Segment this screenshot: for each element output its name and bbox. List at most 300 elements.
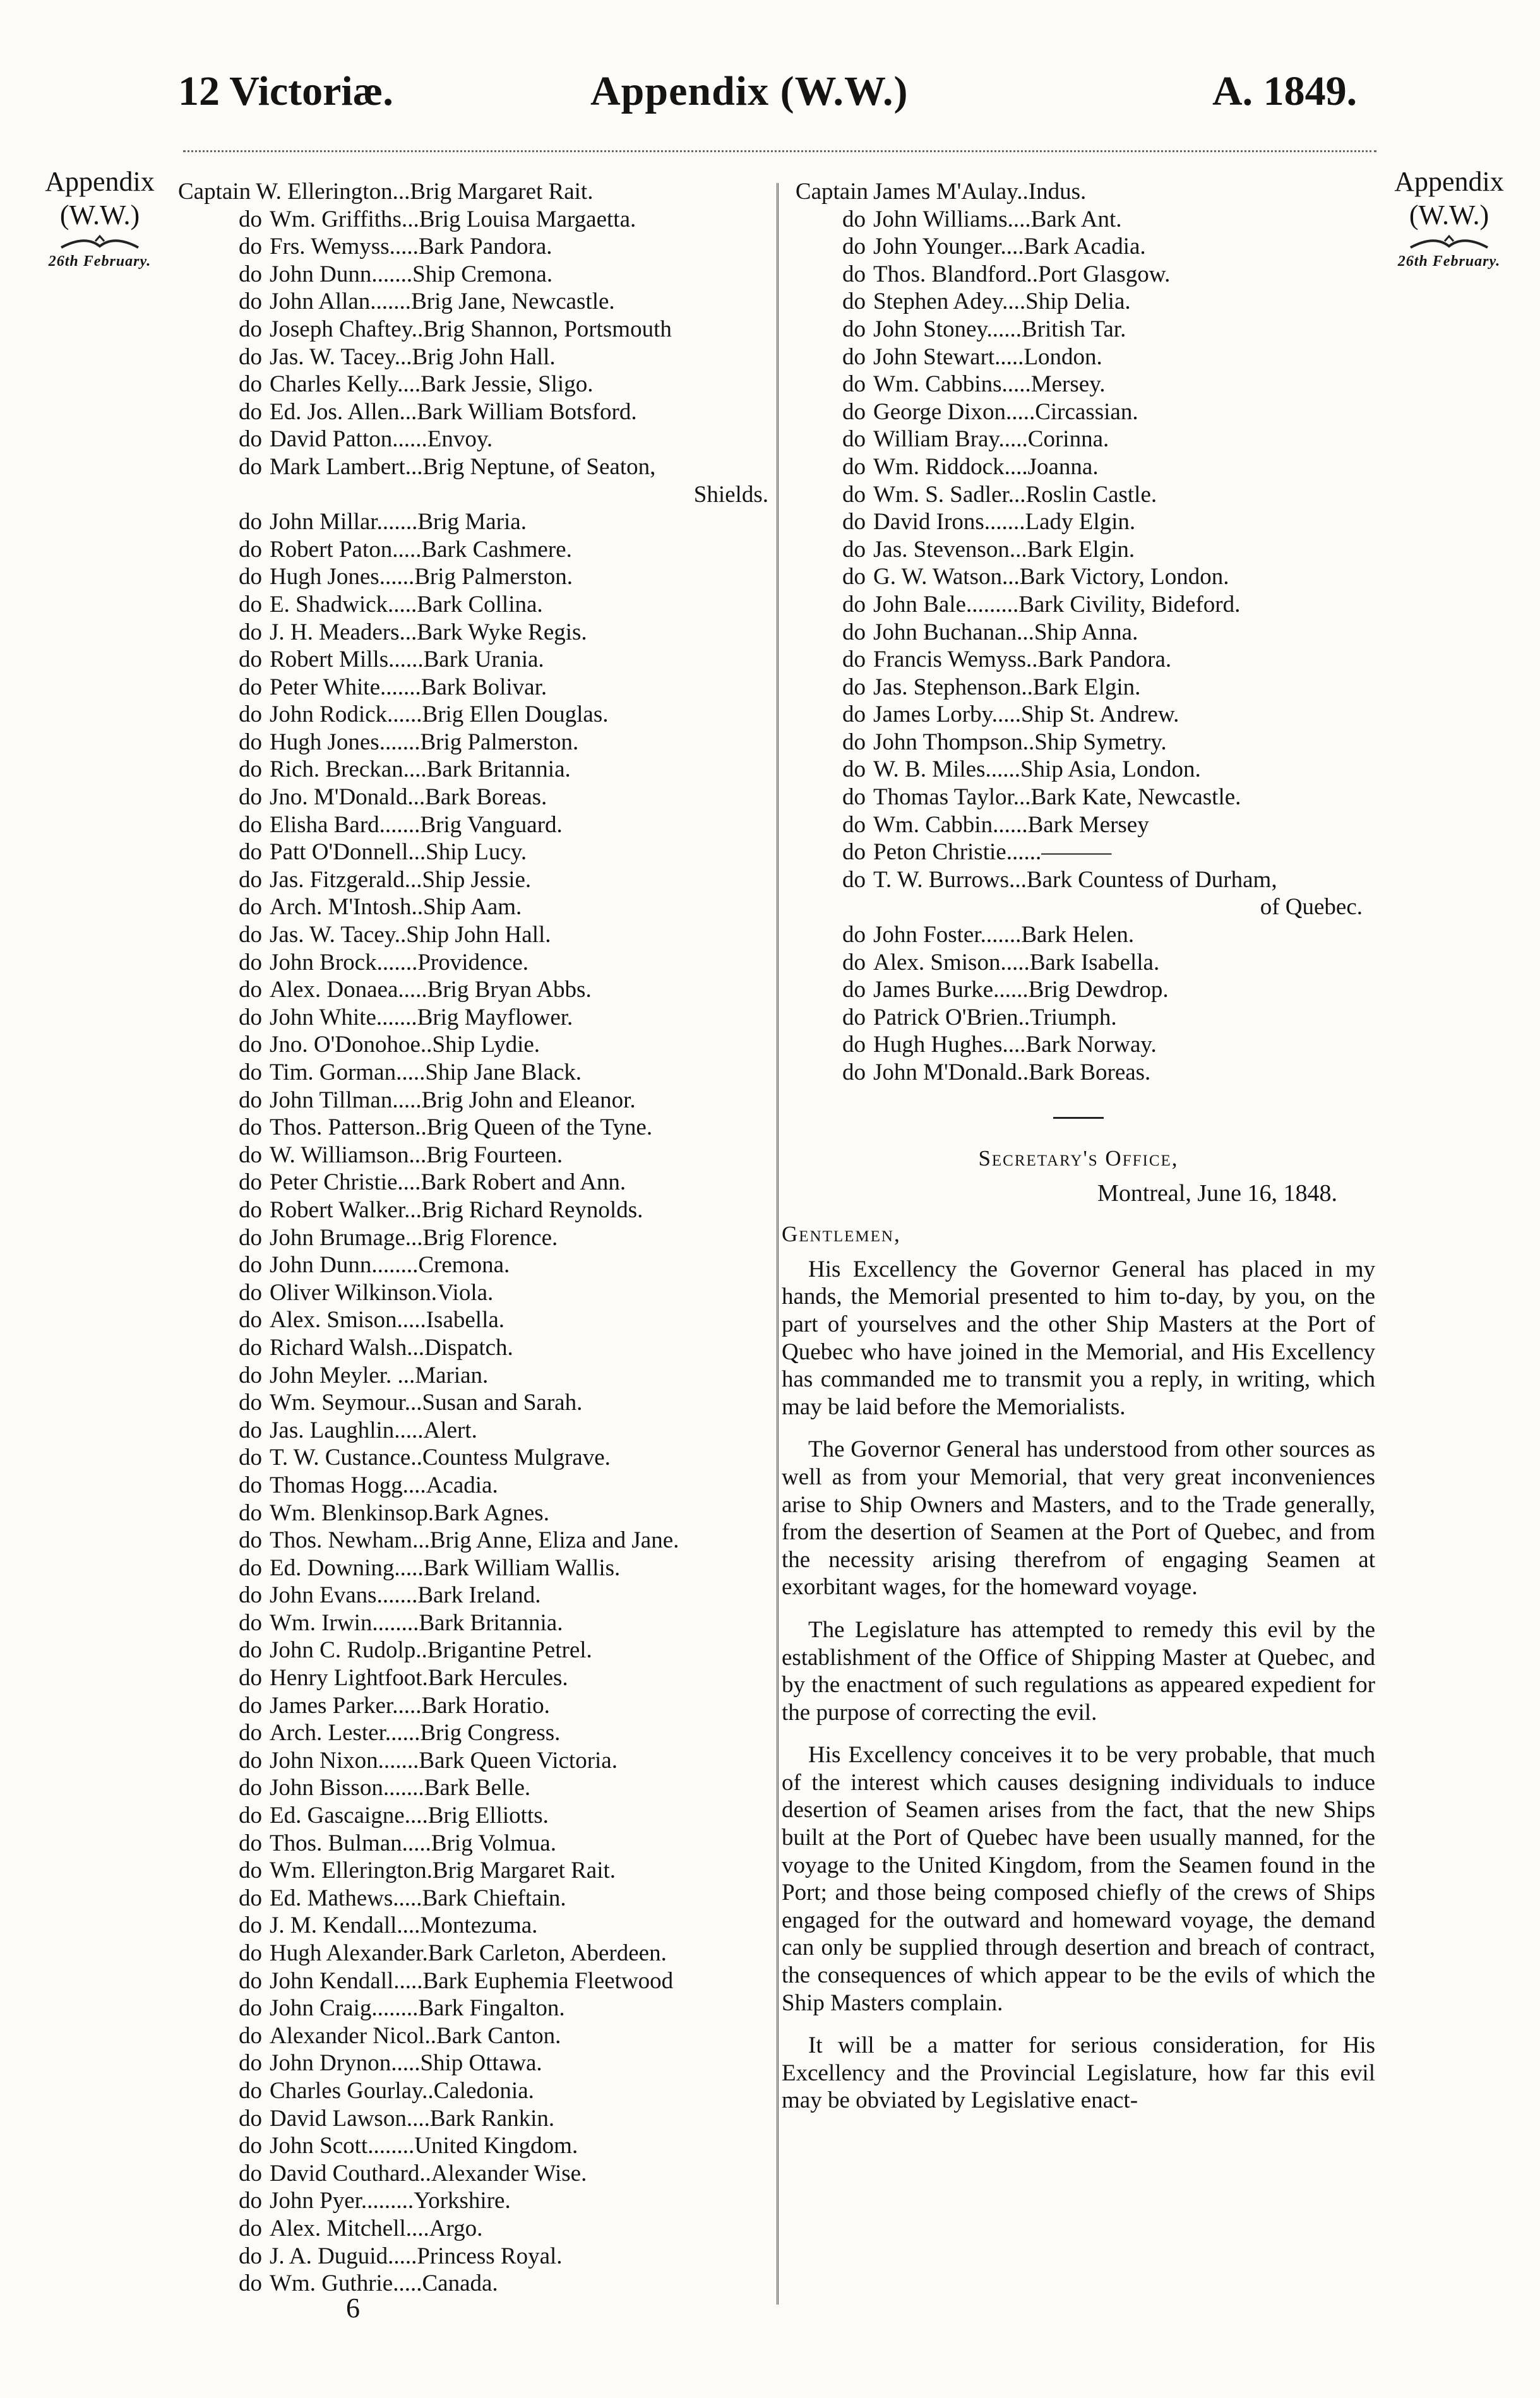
ship-name: Bark William Botsford. <box>417 398 637 425</box>
master-name: John Dunn....... <box>270 261 413 287</box>
master-title: do <box>842 647 866 673</box>
page-number: 6 <box>346 2293 360 2323</box>
master-name: Jas. Stevenson... <box>873 536 1027 563</box>
ship-name: Brig Shannon, Portsmouth <box>423 316 672 342</box>
ship-name: Mersey. <box>1030 371 1106 398</box>
master-name: E. Shadwick..... <box>270 591 417 617</box>
master-title: do <box>239 1747 262 1774</box>
ship-name: Brig Congress. <box>420 1720 561 1746</box>
master-title: do <box>239 1554 262 1581</box>
master-title: do <box>239 1307 262 1333</box>
ship-name: London. <box>1024 343 1102 370</box>
list-item <box>178 2049 775 2077</box>
master-name: Rich. Breckan.... <box>270 756 427 783</box>
list-item <box>782 316 1375 343</box>
ship-name: Ship Lydie. <box>432 1032 540 1058</box>
master-title: do <box>239 1196 262 1223</box>
list-item <box>782 508 1375 536</box>
letter-paragraph: The Legislature has attempted to remedy this evil by the establishment of the Office of Shipping Master at Quebec, and by the enactment of such regulations as appeared expedient for the purpose of correcting the evil. <box>782 1616 1375 1726</box>
list-item <box>782 288 1375 316</box>
master-title: do <box>239 234 262 260</box>
list-item <box>178 481 775 509</box>
master-name: John Younger.... <box>873 234 1024 260</box>
ship-name: Bark Ant. <box>1030 206 1122 232</box>
ship-name: Brig Palmerston. <box>414 564 573 590</box>
list-item <box>178 1417 775 1445</box>
list-item <box>178 1334 775 1362</box>
master-name: Peter Christie.... <box>270 1169 421 1196</box>
list-item <box>178 2187 775 2215</box>
master-title: do <box>239 674 262 700</box>
ship-name: Ship Symetry. <box>1034 729 1167 755</box>
ship-name: Bark Jessie, Sligo. <box>421 371 594 398</box>
list-item <box>178 976 775 1004</box>
list-item <box>178 1059 775 1087</box>
master-title: do <box>239 1885 262 1911</box>
ship-name: Yorkshire. <box>414 2188 511 2214</box>
ship-name: Indus. <box>1028 179 1087 205</box>
ship-name: Bark Helen. <box>1021 922 1135 948</box>
ship-name: Bark Fingalton. <box>418 1995 565 2022</box>
list-item <box>178 1527 775 1554</box>
margin-note-appendix: Appendix <box>45 166 155 197</box>
flourish-ornament-icon <box>59 234 141 253</box>
list-item <box>178 2022 775 2050</box>
master-title: do <box>239 839 262 866</box>
ship-name: Circassian. <box>1035 398 1138 425</box>
ship-name: Brig Maria. <box>417 509 527 535</box>
master-name: Thomas Taylor... <box>873 784 1031 811</box>
master-name: W. Ellerington... <box>256 179 410 205</box>
list-item <box>782 481 1375 509</box>
master-name: Oliver Wilkinson. <box>270 1279 438 1306</box>
master-title: do <box>842 784 866 811</box>
master-title: do <box>239 1417 262 1443</box>
ship-name: Bark Ireland. <box>417 1582 541 1609</box>
ship-name: Brig Palmerston. <box>420 729 579 755</box>
ship-name: Ship Cremona. <box>412 261 553 287</box>
master-title: do <box>239 949 262 975</box>
master-title: do <box>239 1252 262 1279</box>
list-item <box>178 1774 775 1802</box>
ship-name: Canada. <box>422 2270 498 2297</box>
list-item <box>178 2270 775 2298</box>
master-title: do <box>239 811 262 838</box>
column-divider <box>777 183 779 2305</box>
list-item <box>782 1059 1375 1087</box>
ship-name: Bark Acadia. <box>1024 234 1146 260</box>
margin-note-date: 26th February. <box>1397 253 1501 270</box>
master-name: Wm. Irwin........ <box>270 1609 419 1636</box>
ship-name: Bark Pandora. <box>1037 647 1172 673</box>
master-name: Joseph Chaftey.. <box>270 316 424 342</box>
master-name: Jas. W. Tacey.. <box>270 922 407 948</box>
list-item <box>178 1885 775 1912</box>
master-title: do <box>239 2243 262 2269</box>
master-title: do <box>239 398 262 425</box>
master-title: do <box>239 564 262 590</box>
ship-name: Brig Richard Reynolds. <box>421 1196 643 1223</box>
master-name: Wm. Blenkinsop. <box>270 1500 434 1526</box>
ship-name: Isabella. <box>426 1307 505 1333</box>
list-item <box>178 1940 775 1967</box>
master-title: do <box>239 1995 262 2022</box>
ship-name: Bark Rankin. <box>429 2105 555 2132</box>
list-item <box>782 233 1375 261</box>
master-title: do <box>842 206 866 232</box>
list-item <box>782 563 1375 591</box>
master-name: John Meyler. ... <box>270 1362 415 1388</box>
list-item <box>178 1995 775 2022</box>
master-title: do <box>239 2215 262 2241</box>
master-name: Ed. Gascaigne.... <box>270 1803 428 1829</box>
list-item <box>178 1004 775 1032</box>
letter-paragraph: His Excellency conceives it to be very probable, that much of the interest which causes designing individuals to induce desertion of Seamen arises from the fact, that the new Ships built at the Port of Quebec have been usually manned, for the voyage to the United Kingdom, from the Seamen found in the Port; and those being composed chiefly of the crews of Ships engaged for the outward and homeward voyage, the demand can only be supplied through desertion and breach of contract, the consequences of which appear to be the evils of which the Ship Masters complain. <box>782 1742 1375 2016</box>
master-name: Tim. Gorman..... <box>270 1059 426 1085</box>
master-name: Robert Paton..... <box>270 536 422 563</box>
master-name: Ed. Jos. Allen... <box>270 398 417 425</box>
ship-name: Bark Collina. <box>417 591 543 617</box>
list-item <box>178 1554 775 1582</box>
master-title: do <box>239 1720 262 1746</box>
letter-paragraph: His Excellency the Governor General has placed in my hands, the Memorial presented to him to-day, by you, on the part of yourselves and the other Ship Masters at the Port of Quebec who have joined in the Memorial, and His Excellency has commanded me to transmit you a reply, in writing, which may be laid before the Memorialists. <box>782 1256 1375 1420</box>
master-name: Alexander Nicol.. <box>270 2022 437 2049</box>
list-item <box>178 1500 775 1527</box>
running-head-year: A. 1849. <box>1212 68 1358 114</box>
ship-name: Bark Chieftain. <box>422 1885 566 1911</box>
ship-name: Dispatch. <box>424 1334 513 1361</box>
list-item <box>782 261 1375 289</box>
master-title: do <box>842 1059 866 1085</box>
master-name: T. W. Custance.. <box>270 1445 422 1471</box>
master-name: John Nixon....... <box>270 1747 419 1774</box>
master-title: do <box>842 811 866 838</box>
master-title: do <box>239 1032 262 1058</box>
list-item <box>178 866 775 894</box>
master-name: John Tillman..... <box>270 1087 422 1113</box>
ship-name: Bark Kate, Newcastle. <box>1030 784 1241 811</box>
master-title: do <box>239 316 262 342</box>
master-name: Wm. Griffiths... <box>270 206 419 232</box>
list-item <box>178 2105 775 2133</box>
list-item <box>178 398 775 426</box>
master-title: do <box>239 1912 262 1939</box>
ship-name: Bark Urania. <box>423 647 544 673</box>
master-name: John M'Donald.. <box>873 1059 1029 1085</box>
list-item <box>782 1031 1375 1059</box>
master-name: John Bale......... <box>873 591 1019 617</box>
list-item <box>782 949 1375 977</box>
master-name: John Stewart..... <box>873 343 1024 370</box>
letter-paragraph: The Governor General has understood from other sources as well as from your Memorial, that very great inconveniences arise to Ship Owners and Masters, and to the Trade generally, from the desertion of Seamen at the Port of Quebec, and from the necessity arising therefrom of engaging Seamen at exorbitant wages, for the homeward voyage. <box>782 1436 1375 1601</box>
ship-name: Brig Vanguard. <box>420 811 563 838</box>
master-title: do <box>842 729 866 755</box>
master-title: do <box>842 977 866 1003</box>
list-item <box>178 1582 775 1609</box>
ship-name: Brig Queen of the Tyne. <box>426 1114 653 1141</box>
list-item <box>178 1306 775 1334</box>
master-title: do <box>239 261 262 287</box>
list-item <box>178 316 775 343</box>
list-item <box>178 563 775 591</box>
margin-note-left <box>30 165 169 270</box>
master-title: do <box>239 866 262 893</box>
margin-note-appendix: Appendix <box>1394 166 1504 197</box>
ship-name: Caledonia. <box>433 2077 534 2104</box>
master-name: John Williams.... <box>873 206 1031 232</box>
ship-name: Brig Margaret Rait. <box>432 1858 616 1884</box>
ship-name: Ship Aam. <box>423 894 522 921</box>
list-item <box>178 646 775 674</box>
ship-name: Brig Mayflower. <box>417 1004 573 1030</box>
list-item <box>178 619 775 647</box>
ship-name: Marian. <box>415 1362 489 1388</box>
master-name: Patt O'Donnell... <box>270 839 426 866</box>
master-title: do <box>239 289 262 315</box>
master-name: Charles Gourlay.. <box>270 2077 434 2104</box>
list-item <box>178 1747 775 1775</box>
ship-name: Roslin Castle. <box>1025 481 1157 508</box>
ship-name: Brig Elliotts. <box>427 1803 549 1829</box>
list-item <box>178 2077 775 2105</box>
master-title: do <box>239 1582 262 1609</box>
master-name: John Buchanan... <box>873 619 1034 645</box>
running-head-title: Appendix (W.W.) <box>590 68 909 114</box>
master-name: Hugh Alexander. <box>270 1940 428 1966</box>
master-title: do <box>239 453 262 480</box>
ship-name: Bark Hercules. <box>427 1665 568 1691</box>
list-item <box>178 288 775 316</box>
master-title: do <box>239 509 262 535</box>
list-item <box>782 976 1375 1004</box>
ship-name: ——— <box>1041 839 1112 866</box>
master-title: do <box>239 1362 262 1388</box>
ship-name: Bark Britannia. <box>419 1609 563 1636</box>
list-item <box>178 1196 775 1224</box>
list-item <box>178 1444 775 1472</box>
ship-masters-list-right <box>782 178 1375 1087</box>
list-item <box>178 1830 775 1858</box>
master-name: J. H. Meaders... <box>270 619 417 645</box>
master-title: do <box>239 1004 262 1030</box>
master-name: Jas. Stephenson.. <box>873 674 1033 700</box>
list-item <box>178 1224 775 1252</box>
ship-name: Envoy. <box>427 426 493 453</box>
master-name: Alex. Smison..... <box>873 949 1030 975</box>
list-item <box>782 866 1375 894</box>
ship-name: Ship Delia. <box>1025 289 1131 315</box>
list-item <box>178 1031 775 1059</box>
master-name: John Scott........ <box>270 2133 415 2159</box>
master-name: Mark Lambert... <box>270 453 423 480</box>
ship-name: Port Glasgow. <box>1038 261 1171 287</box>
ship-name: Lady Elgin. <box>1025 509 1136 535</box>
master-title: do <box>239 1114 262 1141</box>
ship-name: Bark Isabella. <box>1029 949 1160 975</box>
master-name: Robert Mills...... <box>270 647 424 673</box>
master-name: Jno. O'Donohoe.. <box>270 1032 433 1058</box>
master-title: do <box>239 1169 262 1196</box>
margin-note-ref: (W.W.) <box>59 199 140 230</box>
list-item <box>178 701 775 729</box>
ship-name: Ship St. Andrew. <box>1020 701 1179 728</box>
master-name: Ed. Mathews..... <box>270 1885 422 1911</box>
master-title: do <box>842 316 866 342</box>
list-item <box>178 508 775 536</box>
list-item <box>178 2132 775 2160</box>
master-title: do <box>239 206 262 232</box>
master-title: do <box>239 1967 262 1994</box>
ship-name-continuation: Shields. <box>693 481 768 508</box>
master-title: do <box>239 894 262 921</box>
ship-name: Acadia. <box>426 1472 498 1498</box>
list-item <box>178 921 775 949</box>
master-title: do <box>239 756 262 783</box>
master-name: John Pyer......... <box>270 2188 414 2214</box>
section-separator <box>1053 1117 1104 1119</box>
master-title: do <box>842 564 866 590</box>
master-title: do <box>842 756 866 783</box>
master-title: do <box>842 922 866 948</box>
ship-name: Argo. <box>429 2215 483 2241</box>
master-name: Hugh Hughes.... <box>873 1032 1026 1058</box>
master-name: J. A. Duguid..... <box>270 2243 417 2269</box>
ship-name: Brig Ellen Douglas. <box>422 701 609 728</box>
master-name: Charles Kelly.... <box>270 371 421 398</box>
master-name: Arch. M'Intosh.. <box>270 894 424 921</box>
list-item <box>178 206 775 234</box>
list-item <box>178 178 775 206</box>
master-title: do <box>239 1940 262 1966</box>
list-item <box>782 343 1375 371</box>
ship-name: Viola. <box>437 1279 494 1306</box>
list-item <box>782 178 1375 206</box>
master-name: Alex. Smison..... <box>270 1307 426 1333</box>
master-title: do <box>239 2105 262 2132</box>
ship-name: Ship Anna. <box>1034 619 1138 645</box>
master-title: do <box>239 343 262 370</box>
master-title: do <box>842 343 866 370</box>
list-item <box>178 1664 775 1692</box>
ship-name: Brig Florence. <box>422 1224 558 1251</box>
master-title: do <box>239 1224 262 1251</box>
ship-name: Susan and Sarah. <box>422 1390 583 1416</box>
master-title: do <box>842 426 866 453</box>
master-name: John Drynon..... <box>270 2050 421 2077</box>
master-name: Thomas Hogg.... <box>270 1472 426 1498</box>
list-item <box>782 206 1375 234</box>
ship-name: Bark Euphemia Fleetwood <box>422 1967 674 1994</box>
list-item <box>178 784 775 811</box>
master-title: do <box>239 701 262 728</box>
list-item <box>178 729 775 756</box>
list-item <box>178 1802 775 1830</box>
list-item <box>178 1967 775 1995</box>
master-title: do <box>842 261 866 287</box>
ship-name: Bark Canton. <box>436 2022 561 2049</box>
master-title: do <box>239 922 262 948</box>
master-title: do <box>239 784 262 811</box>
ship-name: Princess Royal. <box>417 2243 563 2269</box>
list-item <box>178 1857 775 1885</box>
master-title: do <box>842 536 866 563</box>
master-name: Patrick O'Brien.. <box>873 1004 1030 1030</box>
ship-name: Brig Anne, Eliza and Jane. <box>429 1527 679 1554</box>
master-name: Peter White....... <box>270 674 421 700</box>
master-title: do <box>239 1334 262 1361</box>
list-item <box>178 426 775 453</box>
master-name: John Foster....... <box>873 922 1022 948</box>
ship-name: Brig Dewdrop. <box>1028 977 1169 1003</box>
master-name: Francis Wemyss.. <box>873 647 1038 673</box>
ship-masters-list-left <box>178 178 775 2298</box>
master-name: John Dunn........ <box>270 1252 419 1279</box>
ship-name: Brig Louisa Margaetta. <box>419 206 636 232</box>
master-title: do <box>842 371 866 398</box>
master-title: do <box>239 2050 262 2077</box>
master-name: John Craig........ <box>270 1995 419 2022</box>
master-name: Jas. W. Tacey... <box>270 343 412 370</box>
list-item <box>178 1087 775 1114</box>
ship-name: Montezuma. <box>420 1912 538 1939</box>
master-title: do <box>842 509 866 535</box>
list-item <box>178 1912 775 1940</box>
master-title: do <box>239 1087 262 1113</box>
master-title: do <box>239 2160 262 2186</box>
ship-name: Corinna. <box>1027 426 1109 453</box>
master-title: do <box>239 619 262 645</box>
ship-name: Countess Mulgrave. <box>422 1445 611 1471</box>
master-name: Thos. Bulman..... <box>270 1830 431 1856</box>
ship-name: Ship Asia, London. <box>1020 756 1201 783</box>
master-name: Thos. Newham... <box>270 1527 430 1554</box>
list-item <box>782 619 1375 647</box>
ship-name: Ship Ottawa. <box>420 2050 542 2077</box>
list-item <box>178 1362 775 1390</box>
master-name: Peton Christie...... <box>873 839 1042 866</box>
master-title: do <box>239 1527 262 1554</box>
master-name: John Allan....... <box>270 289 412 315</box>
list-item <box>782 811 1375 839</box>
ship-name: Bark Queen Victoria. <box>419 1747 618 1774</box>
ship-name: Bark Agnes. <box>434 1500 549 1526</box>
master-name: John Rodick...... <box>270 701 422 728</box>
master-name: Alex. Mitchell.... <box>270 2215 429 2241</box>
master-title: Captain <box>795 179 868 205</box>
letter-heading: Secretary's Office, <box>978 1145 1179 1171</box>
ship-name: Alert. <box>423 1417 477 1443</box>
master-title: do <box>842 591 866 617</box>
list-item <box>782 646 1375 674</box>
master-title: do <box>239 1803 262 1829</box>
list-item <box>782 756 1375 784</box>
ship-name: Bark Civility, Bideford. <box>1018 591 1241 617</box>
master-name: J. M. Kendall.... <box>270 1912 421 1939</box>
ship-name: Bark Robert and Ann. <box>421 1169 626 1196</box>
master-title: do <box>239 1445 262 1471</box>
ship-name: Brig Margaret Rait. <box>410 179 594 205</box>
master-name: T. W. Burrows... <box>873 866 1027 893</box>
flourish-ornament-icon <box>1408 234 1490 253</box>
master-name: Frs. Wemyss..... <box>270 234 419 260</box>
master-title: do <box>239 426 262 453</box>
ship-name: Bark Boreas. <box>425 784 547 811</box>
master-name: Wm. S. Sadler... <box>873 481 1026 508</box>
list-item <box>178 2215 775 2243</box>
master-title: do <box>842 949 866 975</box>
master-name: James Lorby..... <box>873 701 1021 728</box>
right-column <box>782 178 1375 2130</box>
